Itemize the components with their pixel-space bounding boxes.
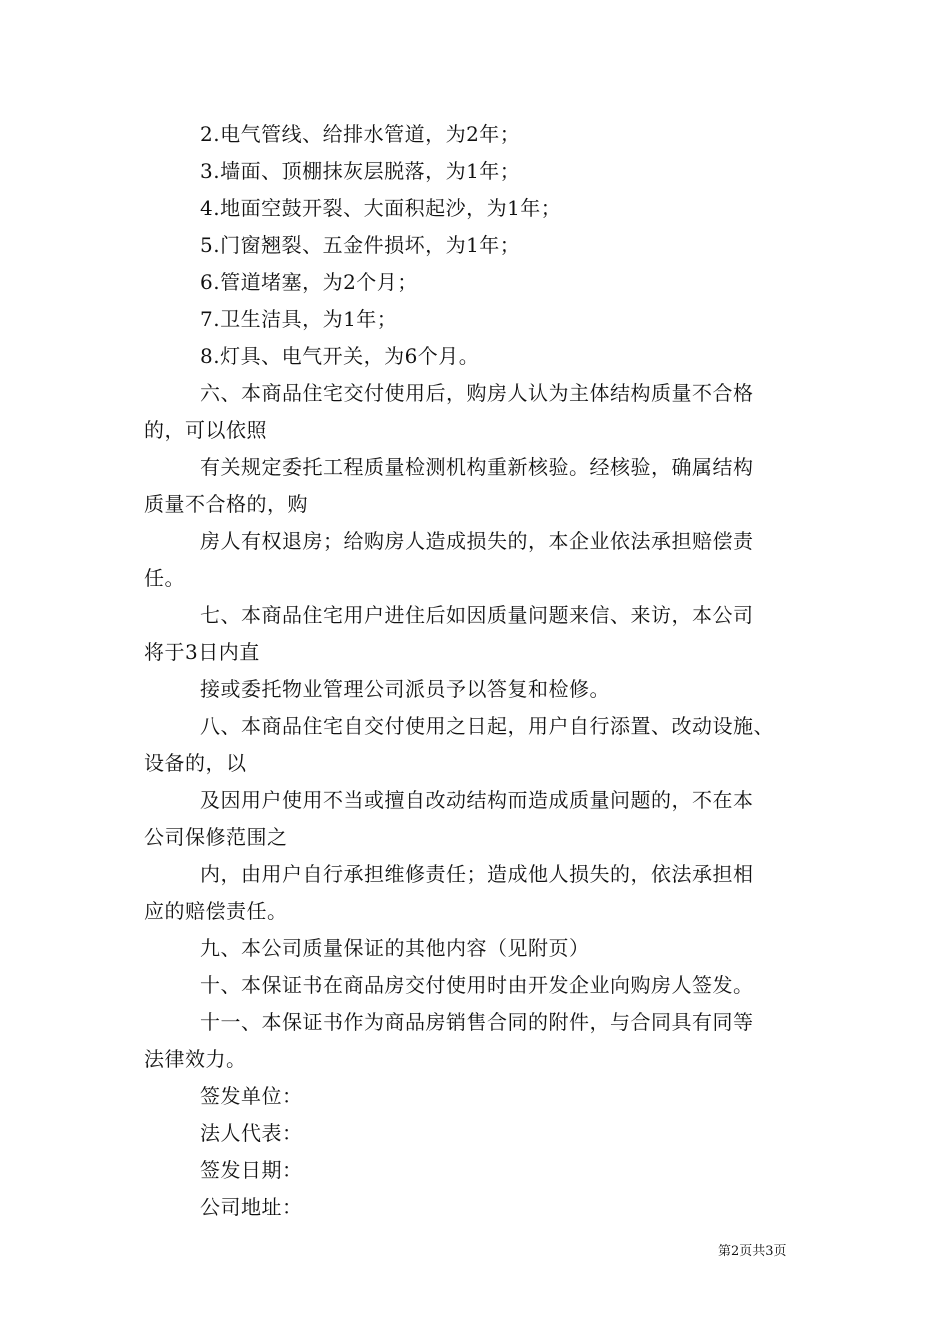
document-line: 九、本公司质量保证的其他内容（见附页） bbox=[200, 936, 590, 960]
document-line: 十一、本保证书作为商品房销售合同的附件，与合同具有同等 bbox=[200, 1010, 754, 1034]
document-line: 6.管道堵塞，为2个月； bbox=[200, 270, 418, 294]
document-line: 七、本商品住宅用户进住后如因质量问题来信、来访，本公司 bbox=[200, 603, 754, 627]
document-line: 法律效力。 bbox=[144, 1047, 247, 1071]
document-line: 8.灯具、电气开关，为6个月。 bbox=[200, 344, 480, 368]
document-line: 内，由用户自行承担维修责任；造成他人损失的，依法承担相 bbox=[200, 862, 754, 886]
document-line: 设备的，以 bbox=[144, 751, 247, 775]
document-line: 7.卫生洁具，为1年； bbox=[200, 307, 398, 331]
document-line: 5.门窗翘裂、五金件损坏，为1年； bbox=[200, 233, 521, 257]
document-line: 十、本保证书在商品房交付使用时由开发企业向购房人签发。 bbox=[200, 973, 754, 997]
document-line: 八、本商品住宅自交付使用之日起，用户自行添置、改动设施、 bbox=[200, 714, 774, 738]
document-line: 公司地址： bbox=[200, 1195, 303, 1219]
document-line: 签发单位： bbox=[200, 1084, 303, 1108]
document-line: 2.电气管线、给排水管道，为2年； bbox=[200, 122, 521, 146]
page-indicator: 第2页共3页 bbox=[718, 1244, 787, 1259]
document-line: 签发日期： bbox=[200, 1158, 303, 1182]
document-line: 任。 bbox=[144, 566, 185, 590]
document-line: 4.地面空鼓开裂、大面积起沙，为1年； bbox=[200, 196, 562, 220]
document-body bbox=[144, 116, 810, 1226]
document-line: 房人有权退房；给购房人造成损失的，本企业依法承担赔偿责 bbox=[200, 529, 754, 553]
document-line: 质量不合格的，购 bbox=[144, 492, 308, 516]
document-line: 有关规定委托工程质量检测机构重新核验。经核验，确属结构 bbox=[200, 455, 754, 479]
document-line: 将于3日内直 bbox=[144, 640, 260, 664]
document-line: 公司保修范围之 bbox=[144, 825, 288, 849]
document-line: 应的赔偿责任。 bbox=[144, 899, 288, 923]
document-line: 及因用户使用不当或擅自改动结构而造成质量问题的，不在本 bbox=[200, 788, 754, 812]
document-line: 3.墙面、顶棚抹灰层脱落，为1年； bbox=[200, 159, 521, 183]
document-line: 接或委托物业管理公司派员予以答复和检修。 bbox=[200, 677, 610, 701]
document-line: 六、本商品住宅交付使用后，购房人认为主体结构质量不合格 bbox=[200, 381, 754, 405]
document-line: 法人代表： bbox=[200, 1121, 303, 1145]
document-line: 的，可以依照 bbox=[144, 418, 267, 442]
